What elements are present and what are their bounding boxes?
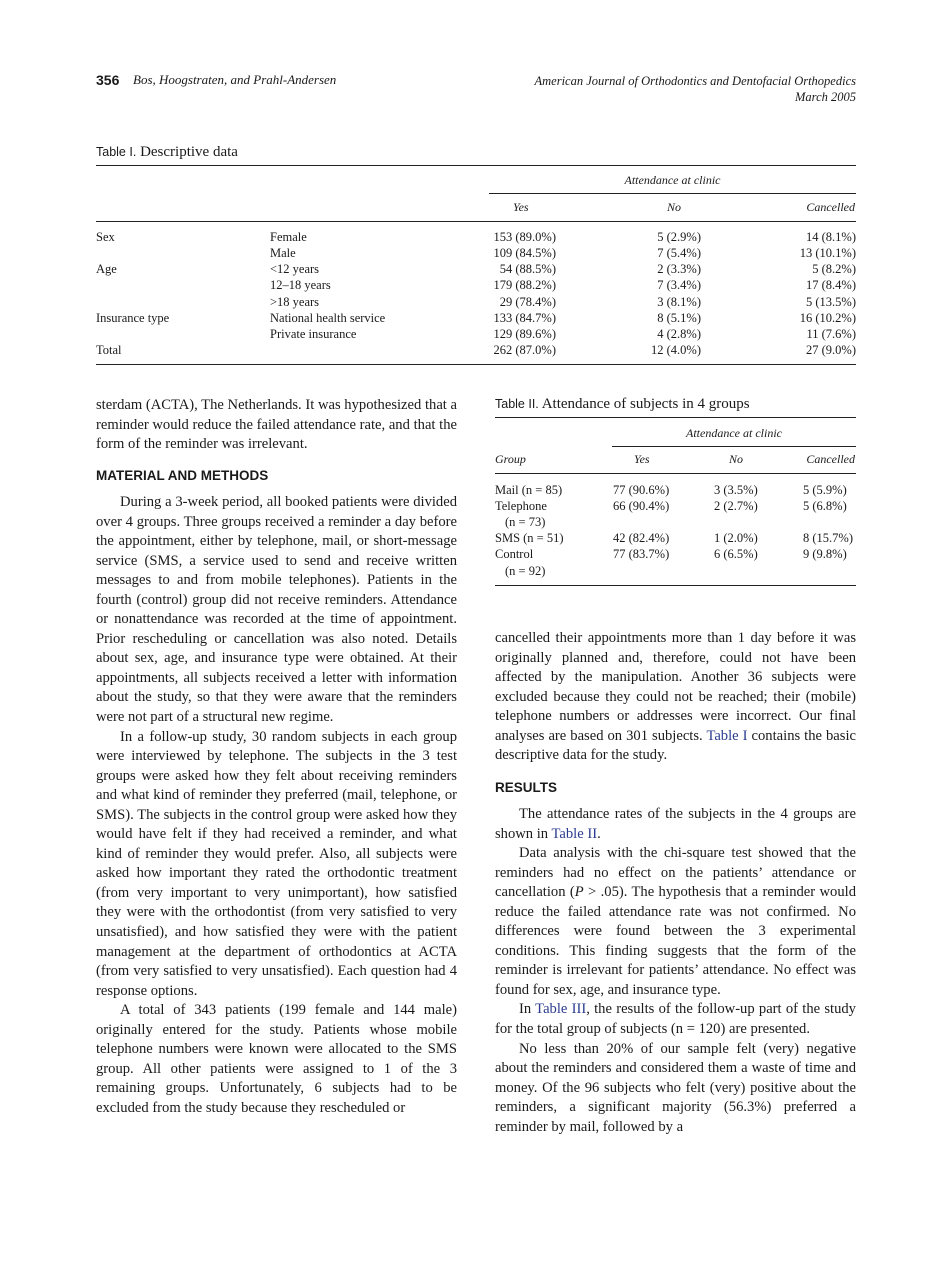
table-1-cell-category: Insurance type	[96, 311, 170, 325]
table-2-caption	[495, 396, 750, 413]
paragraph: Data analysis with the chi-square test showed that the reminders had no effect on the patients’ attendance or cancellation (P > .05). The hypothesis that a reminder would reduce the failed attendance rate was not confirmed. No differences were found between the 3 experimental conditions. This finding suggests that the form of the reminder is irrelevant for patients’ attendance. No effect was found for sex, age, and insurance type.	[495, 845, 856, 998]
table-1-cell-cancelled: 13 (10.1%)	[799, 246, 856, 260]
table-2-label: Table II.	[495, 397, 539, 411]
table-1-cell-category: Sex	[96, 230, 115, 244]
table-2-cell-yes: 66 (90.4%)	[613, 499, 670, 513]
table-1-cell-sub: <12 years	[270, 262, 320, 276]
table-1-cell-cancelled: 5 (13.5%)	[806, 295, 856, 309]
table-1-cell-no: 3 (8.1%)	[657, 295, 701, 309]
table-2-cell-no: 3 (3.5%)	[714, 483, 758, 497]
table-2-row-header: Group	[495, 452, 526, 466]
table-2-bottom-rule	[495, 585, 856, 586]
table-1-col-cancelled: Cancelled	[806, 200, 855, 214]
table-2-col-no: No	[729, 452, 744, 466]
table-1-cell-yes: 133 (84.7%)	[493, 311, 556, 325]
table-1-cell-yes: 109 (84.5%)	[493, 246, 556, 260]
table-1-cell-sub: >18 years	[270, 295, 320, 309]
table-2-cell-cancelled: 9 (9.8%)	[803, 547, 847, 561]
table-1-group-rule	[489, 193, 856, 194]
table-2-cell-group: Telephone	[495, 499, 547, 513]
paragraph: No less than 20% of our sample felt (very) negative about the reminders and considered them a waste of time and money. Of the 96 subjects who felt (very) positive about the reminders, a significant majority (56.3%) preferred a reminder by mail, followed by a	[495, 1040, 856, 1135]
table-2-cell-group-n: (n = 73)	[505, 515, 546, 529]
table-2-cell-cancelled: 5 (6.8%)	[803, 499, 847, 513]
table-1-cell-no: 12 (4.0%)	[651, 343, 701, 357]
table-1-cell-no: 7 (5.4%)	[657, 246, 701, 260]
table-1-label: Table I.	[96, 145, 137, 159]
table-1-caption	[96, 144, 238, 161]
table-1-cell-sub: National health service	[270, 311, 386, 325]
table-1-col-yes: Yes	[513, 200, 529, 214]
left-column-intro	[96, 396, 457, 455]
table-1-cell-no: 8 (5.1%)	[657, 311, 701, 325]
table-2-cell-group: Mail (n = 85)	[495, 483, 563, 497]
table-1-col-no: No	[667, 200, 682, 214]
paragraph: The attendance rates of the subjects in the 4 groups are shown in Table II.	[495, 806, 856, 842]
table-1-cell-yes: 129 (89.6%)	[493, 327, 556, 341]
table-1-group-header: Attendance at clinic	[624, 173, 721, 187]
table-1-cell-yes: 54 (88.5%)	[499, 262, 556, 276]
table-2-cell-no: 2 (2.7%)	[714, 499, 758, 513]
left-column-body	[96, 493, 457, 1119]
table-1-bottom-rule	[96, 364, 856, 365]
table-2-cell-cancelled: 8 (15.7%)	[803, 531, 853, 545]
paragraph: A total of 343 patients (199 female and 144 male) originally entered for the study. Patients whose mobile telephone numbers were known were allocated to the SMS group. All other patients were assigned to 1 of the 3 remaining groups. Unfortunately, 6 subjects had to be excluded from the study because they rescheduled or	[96, 1002, 457, 1116]
paragraph: cancelled their appointments more than 1 day before it was originally planned and, therefore, could not have been affected by the manipulation. Another 36 subjects were excluded because they could not be reached; their (mobile) telephone numbers or addresses were incorrect. Our final analyses are based on 301 subjects. Table I contains the basic descriptive data for the study.	[495, 630, 856, 764]
table-1-cell-sub: Female	[270, 230, 307, 244]
table-1-cell-cancelled: 14 (8.1%)	[806, 230, 856, 244]
table-2-group-header: Attendance at clinic	[686, 426, 782, 440]
table-1-cell-category: Age	[96, 262, 117, 276]
running-header-authors: Bos, Hoogstraten, and Prahl-Andersen	[133, 72, 337, 87]
section-heading-methods: MATERIAL AND METHODS	[96, 468, 269, 483]
table-2-cell-yes: 77 (83.7%)	[613, 547, 670, 561]
table-2-cell-yes: 42 (82.4%)	[613, 531, 670, 545]
table-2-cell-group: Control	[495, 547, 534, 561]
table-1-cell-yes: 153 (89.0%)	[493, 230, 556, 244]
table-2-top-rule	[495, 417, 856, 418]
table-1-cell-cancelled: 16 (10.2%)	[799, 311, 856, 325]
table-1-cell-no: 2 (3.3%)	[657, 262, 701, 276]
table-1-cell-sub: Male	[270, 246, 296, 260]
table-2-cell-no: 1 (2.0%)	[714, 531, 758, 545]
table-2-col-yes: Yes	[634, 452, 650, 466]
table-1-cell-sub: 12–18 years	[270, 278, 331, 292]
table-1-cell-cancelled: 27 (9.0%)	[806, 343, 856, 357]
table-3-link[interactable]: Table III	[535, 1001, 587, 1018]
table-2-header-rule	[495, 473, 856, 474]
table-2-group-rule	[612, 446, 856, 447]
table-2-col-cancelled: Cancelled	[806, 452, 855, 466]
table-1-cell-cancelled: 5 (8.2%)	[812, 262, 856, 276]
table-1-cell-no: 4 (2.8%)	[657, 327, 701, 341]
paragraph: In a follow-up study, 30 random subjects in each group were interviewed by telephone. The subjects in the 3 test groups were asked how they felt about receiving reminders and what kind of reminder they preferred (mail, telephone, or SMS). The subjects in the control group were asked how they would have felt if they had received a reminder, and what kind of reminder they would prefer. Also, all subjects were asked how important they rated the orthodontic treatment (from very important to very unimportant), how satisfied they were with the orthodontist (from very satisfied to very unsatisfied), and how satisfied they were with the patient management at the department of orthodontics at ACTA (from very satisfied to very unsatisfied). Each question had 4 response options.	[96, 728, 457, 999]
table-2-cell-yes: 77 (90.6%)	[613, 483, 670, 497]
right-column-intro	[495, 629, 856, 766]
table-1-cell-category: Total	[96, 343, 122, 357]
section-heading-results: RESULTS	[495, 780, 558, 795]
right-column-body	[495, 805, 856, 1137]
table-1-cell-no: 5 (2.9%)	[657, 230, 701, 244]
table-1-cell-cancelled: 11 (7.6%)	[806, 327, 856, 341]
table-1-cell-no: 7 (3.4%)	[657, 278, 701, 292]
journal-title: American Journal of Orthodontics and Dentofacial Orthopedics	[534, 74, 856, 88]
table-1-top-rule	[96, 165, 856, 166]
table-1-cell-yes: 262 (87.0%)	[493, 343, 556, 357]
table-2-link[interactable]: Table II	[551, 825, 598, 842]
paragraph: sterdam (ACTA), The Netherlands. It was hypothesized that a reminder would reduce the failed attendance rate, and that the form of the reminder was irrelevant.	[96, 397, 457, 453]
table-2-title: Attendance of subjects in 4 groups	[541, 396, 750, 412]
table-1-link[interactable]: Table I	[706, 727, 748, 744]
table-2-cell-no: 6 (6.5%)	[714, 547, 758, 561]
paragraph: In Table III, the results of the follow-up part of the study for the total group of subjects (n = 120) are presented.	[495, 1001, 856, 1038]
paragraph: During a 3-week period, all booked patients were divided over 4 groups. Three groups received a reminder a day before the appointment, either by telephone, mail, or short-message service (SMS, a service used to send and receive written messages to and from mobile telephones). Patients in the fourth (control) group did not receive reminders. Attendance or nonattendance was recorded at the time of appointment. Prior rescheduling or cancellation was also noted. Details about sex, age, and insurance type were obtained. At their appointments, all subjects received a letter with information about the study, so that they were aware that the reminders were not part of a structural new regime.	[96, 494, 457, 726]
running-header-journal	[535, 73, 857, 105]
table-1-cell-cancelled: 17 (8.4%)	[806, 278, 856, 292]
issue-date: March 2005	[795, 90, 856, 104]
table-1-cell-sub: Private insurance	[270, 327, 357, 341]
table-2-cell-cancelled: 5 (5.9%)	[803, 483, 847, 497]
page-number: 356	[96, 72, 120, 88]
table-2-cell-group-n: (n = 92)	[505, 564, 546, 578]
table-1-header-rule	[96, 221, 856, 222]
table-1-cell-yes: 179 (88.2%)	[493, 278, 556, 292]
table-1-title: Descriptive data	[140, 144, 238, 160]
table-2-cell-group: SMS (n = 51)	[495, 531, 564, 545]
table-1-cell-yes: 29 (78.4%)	[499, 295, 556, 309]
